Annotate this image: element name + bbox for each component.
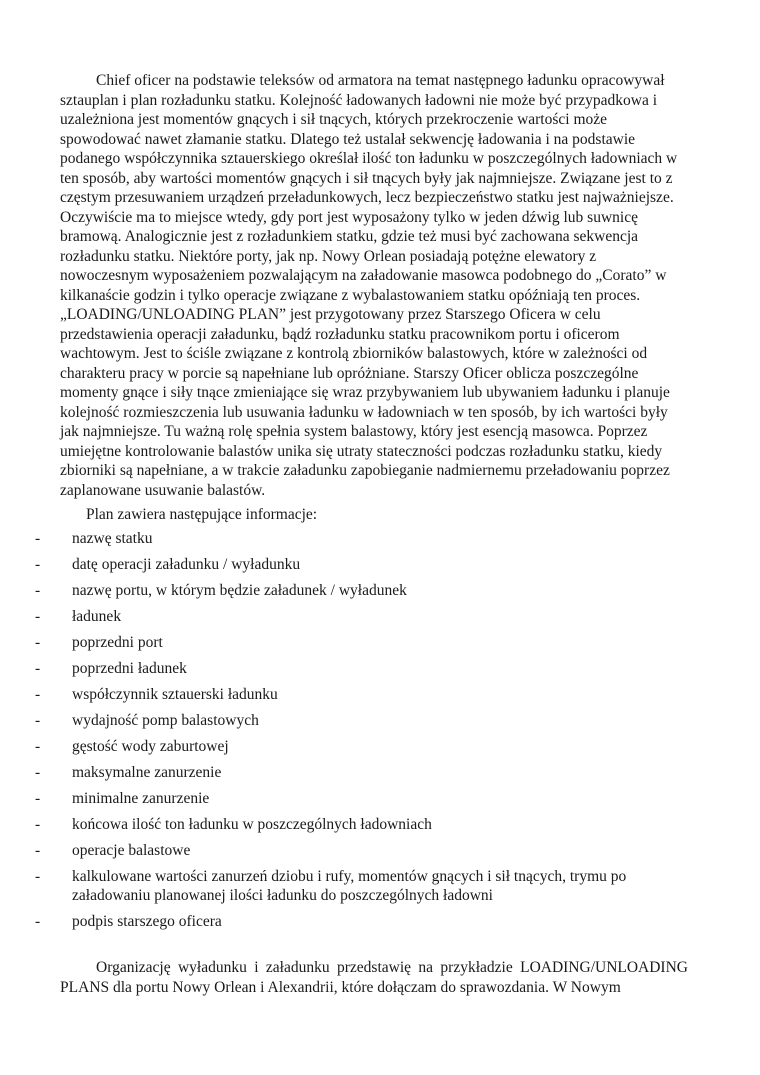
plan-contents-list (0, 529, 760, 938)
list-intro: Plan zawiera następujące informacje: (86, 506, 318, 523)
paragraph-loading-plan: Chief oficer na podstawie teleksów od armatora na temat następnego ładunku opracowywał sztauplan i plan rozładunku statku. Kolejność ładowanych ładowni nie może być przypadkowa i uzależniona jest momentów gnących i sił tnących, których przekroczenie wartości może spowodować nawet złamanie statku. Dlatego też ustalał sekwencję ładowania i na podstawie podanego współczynnika sztauerskiego określał ilość ton ładunku w poszczególnych ładowniach w ten sposób, aby wartości momentów gnących i sił tnących były jak najmniejsze. Związane jest to z częstym przesuwaniem urządzeń przeładunkowych, lecz bezpieczeństwo statku jest najważniejsze. Oczywiście ma to miejsce wtedy, gdy port jest wyposażony tylko w jeden dźwig lub suwnicę bramową. Analogicznie jest z rozładunkiem statku, gdzie też musi być zachowana sekwencja rozładunku statku. Niektóre porty, jak np. Nowy Orlean posiadają potężne elewatory z nowoczesnym wyposażeniem pozwalającym na załadowanie masowca podobnego do „Corato” w kilkanaście godzin i tylko operacje związane z wybalastowaniem statku opóźniają ten proces. „LOADING/UNLOADING PLAN” jest przygotowany przez Starszego Oficera w celu przedstawienia operacji załadunku, bądź rozładunku statku pracownikom portu i oficerom wachtowym. Jest to ściśle związane z kontrolą zbiorników balastowych, które w zależności od charakteru pracy w porcie są napełniane lub opróżniane. Starszy Oficer oblicza poszczególne momenty gnące i siły tnące zmieniające się wraz przybywaniem lub ubywaniem ładunku i planuje kolejność rozmieszczenia lub usuwania ładunku w ładowniach w ten sposób, by ich wartości były jak najmniejsze. Tu ważną rolę spełnia system balastowy, który jest esencją masowca. Poprzez umiejętne kontrolowanie balastów unika się utraty stateczności podczas rozładunku statku, kiedy zbiorniki są napełniane, a w trakcie załadunku zapobieganie nadmiernemu przeładowaniu poprzez zaplanowane usuwanie balastów. (60, 72, 678, 499)
list-bullet: - (35, 842, 41, 859)
list-item-text: gęstość wody zaburtowej (72, 738, 229, 755)
list-bullet: - (35, 608, 41, 625)
list-item (0, 685, 760, 711)
list-item (0, 633, 760, 659)
list-item-text: podpis starszego oficera (72, 913, 222, 930)
list-item-text: minimalne zanurzenie (72, 790, 210, 807)
list-item (0, 555, 760, 581)
list-item-text: współczynnik sztauerski ładunku (72, 686, 278, 703)
list-item-text: końcowa ilość ton ładunku w poszczególnych ładowniach (72, 816, 432, 833)
list-bullet: - (35, 582, 41, 599)
list-item-text: operacje balastowe (72, 842, 191, 859)
list-item (0, 867, 760, 912)
list-item-text: nazwę statku (72, 530, 153, 547)
list-item (0, 607, 760, 633)
list-item (0, 841, 760, 867)
list-item (0, 659, 760, 685)
list-bullet: - (35, 634, 41, 651)
list-bullet: - (35, 790, 41, 807)
list-bullet: - (35, 660, 41, 677)
list-item (0, 912, 760, 938)
list-bullet: - (35, 764, 41, 781)
paragraph-organization: Organizację wyładunku i załadunku przedstawię na przykładzie LOADING/UNLOADING PLANS dla portu Nowy Orlean i Alexandrii, które dołączam do sprawozdania. W Nowym (60, 959, 688, 996)
list-item (0, 789, 760, 815)
list-item (0, 763, 760, 789)
list-item (0, 815, 760, 841)
list-item-text: datę operacji załadunku / wyładunku (72, 556, 301, 573)
list-item-text: nazwę portu, w którym będzie załadunek / wyładunek (72, 582, 407, 599)
list-bullet: - (35, 816, 41, 833)
list-item-text: ładunek (72, 608, 122, 625)
list-item (0, 737, 760, 763)
list-item-text: kalkulowane wartości zanurzeń dziobu i rufy, momentów gnących i sił tnących, trymu po załadowaniu planowanej ilości ładunku do poszczególnych ładowni (72, 868, 627, 904)
list-item-text: poprzedni port (72, 634, 163, 651)
list-item-text: poprzedni ładunek (72, 660, 187, 677)
list-bullet: - (35, 738, 41, 755)
list-item (0, 529, 760, 555)
list-item-text: wydajność pomp balastowych (72, 712, 259, 729)
list-bullet: - (35, 868, 41, 885)
list-bullet: - (35, 556, 41, 573)
list-bullet: - (35, 712, 41, 729)
list-item-text: maksymalne zanurzenie (72, 764, 222, 781)
list-bullet: - (35, 530, 41, 547)
list-item (0, 581, 760, 607)
list-bullet: - (35, 913, 41, 930)
list-bullet: - (35, 686, 41, 703)
list-item (0, 711, 760, 737)
